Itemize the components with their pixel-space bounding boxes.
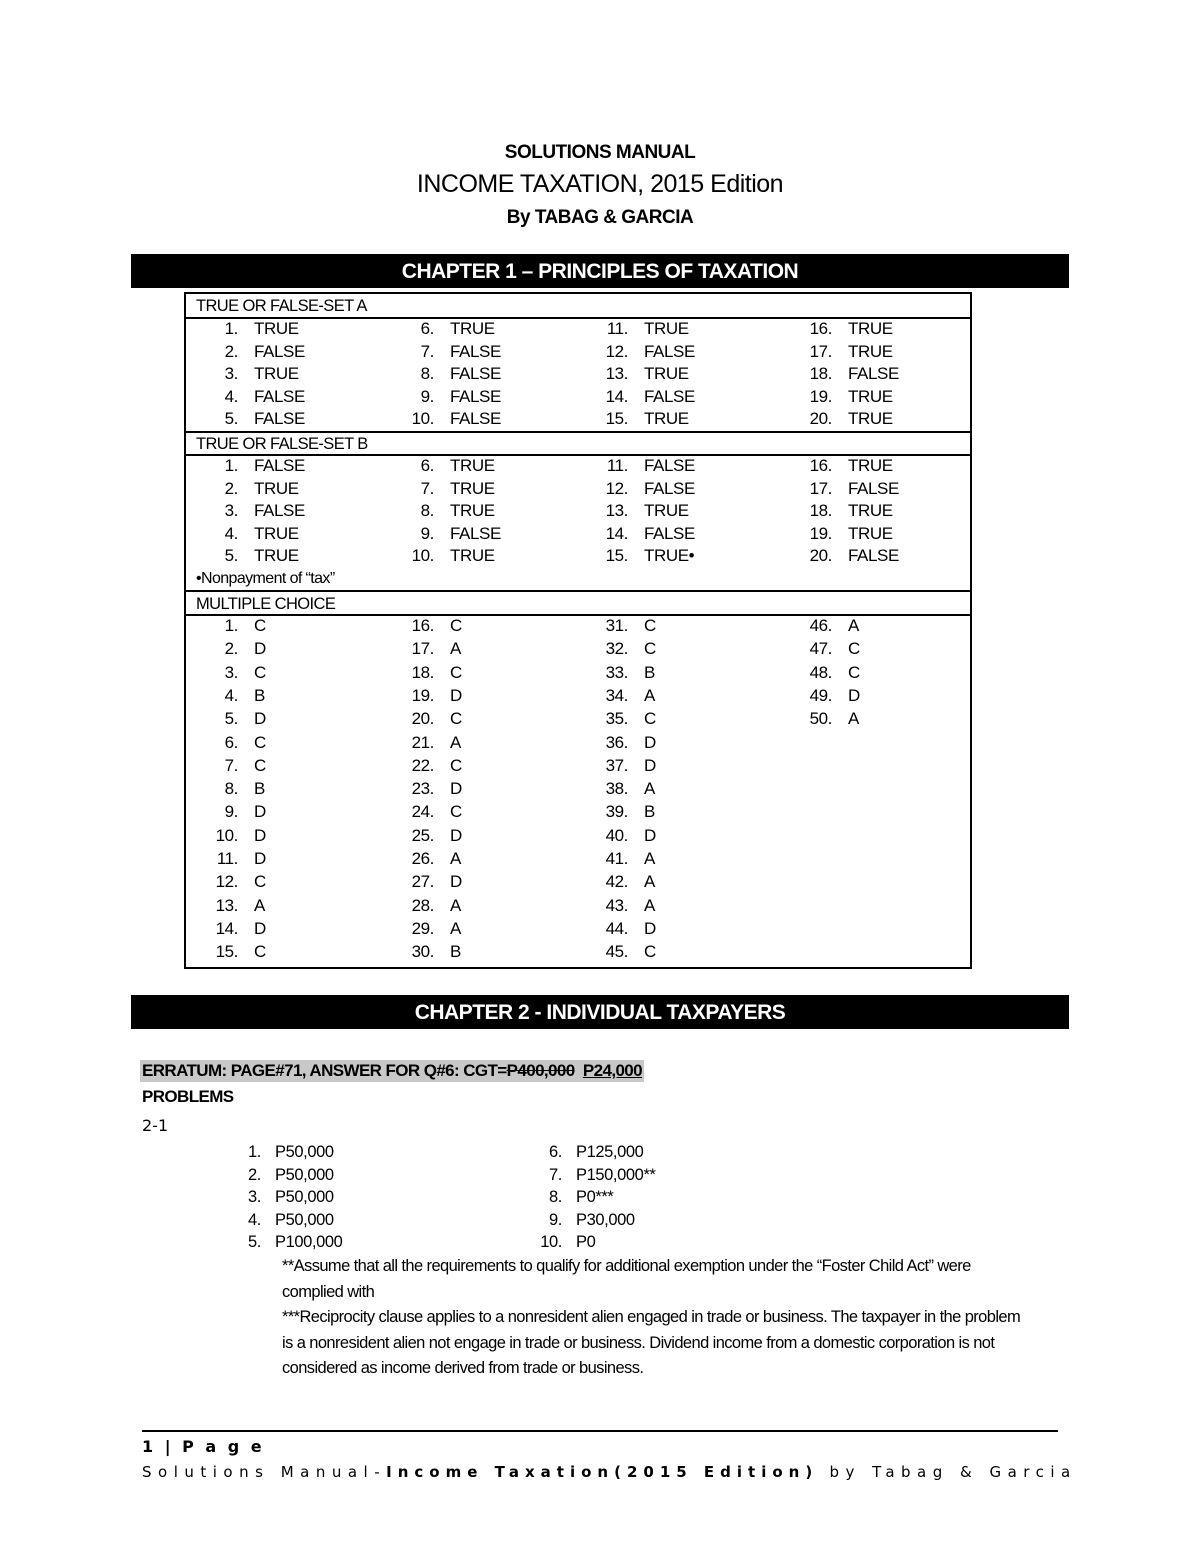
doc-subtitle: INCOME TAXATION, 2015 Edition (416, 170, 784, 198)
item-number: 16. (809, 456, 832, 475)
chapter-1-banner: CHAPTER 1 – PRINCIPLES OF TAXATION (131, 254, 1069, 288)
item-number: 18. (411, 662, 434, 682)
item-number: 15. (605, 546, 628, 565)
item-number: 6. (549, 1143, 562, 1161)
item-answer: D (644, 732, 656, 752)
item-answer: FALSE (450, 364, 501, 383)
item-answer: TRUE (254, 478, 299, 498)
erratum-corrected-value: P24,000 (582, 1061, 643, 1080)
chapter-1-answer-table (184, 292, 972, 969)
item-answer: TRUE (848, 341, 893, 361)
item-number: 36. (605, 732, 628, 752)
item-number: 30. (411, 942, 434, 962)
item-number: 7. (420, 341, 434, 361)
item-answer: TRUE (254, 364, 299, 383)
item-answer: FALSE (848, 546, 899, 565)
footer-rule (142, 1430, 1058, 1432)
item-number: 5. (224, 709, 238, 729)
item-answer: FALSE (254, 386, 305, 406)
divider (186, 590, 970, 592)
item-answer: D (644, 918, 656, 938)
item-number: 1. (224, 616, 238, 635)
item-answer: FALSE (644, 456, 695, 475)
item-number: 2. (224, 478, 238, 498)
item-answer: C (644, 709, 656, 729)
item-number: 22. (411, 755, 434, 775)
item-answer: A (644, 872, 655, 892)
item-number: 16. (809, 319, 832, 338)
erratum-struck-value: P400,000 (506, 1061, 575, 1080)
item-answer: P50,000 (275, 1165, 334, 1184)
set-a-label: TRUE OR FALSE-SET A (196, 297, 367, 315)
item-number: 12. (605, 478, 628, 498)
item-answer: A (254, 895, 265, 915)
item-number: 20. (809, 546, 832, 565)
item-answer: D (254, 709, 266, 729)
page-number: 1 | P a g e (142, 1437, 265, 1456)
item-answer: C (848, 662, 860, 682)
item-number: 12. (215, 872, 238, 892)
item-number: 8. (420, 364, 434, 383)
item-answer: TRUE (450, 478, 495, 498)
item-number: 5. (224, 546, 238, 565)
item-number: 40. (605, 825, 628, 845)
item-answer: D (450, 872, 462, 892)
item-answer: P150,000** (576, 1165, 656, 1184)
item-number: 46. (809, 616, 832, 635)
chapter-2-banner: CHAPTER 2 - INDIVIDUAL TAXPAYERS (131, 995, 1069, 1029)
doc-title: SOLUTIONS MANUAL (504, 142, 696, 163)
item-answer: FALSE (644, 523, 695, 543)
item-number: 48. (809, 662, 832, 682)
item-number: 20. (411, 709, 434, 729)
item-number: 42. (605, 872, 628, 892)
item-number: 24. (411, 802, 434, 822)
item-answer: B (254, 685, 265, 705)
item-answer: B (644, 802, 655, 822)
item-answer: D (450, 779, 462, 799)
item-number: 11. (606, 319, 628, 338)
item-answer: A (450, 849, 461, 868)
item-answer: C (450, 662, 462, 682)
set-b-label: TRUE OR FALSE-SET B (196, 435, 368, 453)
item-answer: TRUE (254, 319, 299, 338)
item-number: 18. (809, 501, 832, 520)
item-answer: TRUE (450, 546, 495, 565)
item-answer: C (254, 662, 266, 682)
item-answer: TRUE• (644, 546, 695, 565)
item-answer: P100,000 (275, 1233, 343, 1251)
item-answer: P0 (576, 1233, 596, 1251)
item-number: 3. (224, 662, 238, 682)
item-number: 6. (224, 732, 238, 752)
item-number: 2. (224, 341, 238, 361)
item-number: 14. (215, 918, 238, 938)
item-answer: TRUE (254, 546, 299, 565)
item-answer: FALSE (254, 341, 305, 361)
item-answer: TRUE (644, 501, 689, 520)
item-answer: FALSE (254, 501, 305, 520)
item-number: 45. (605, 942, 628, 962)
item-answer: P50,000 (275, 1143, 334, 1161)
item-answer: FALSE (254, 409, 305, 428)
item-answer: A (450, 732, 461, 752)
item-answer: B (254, 779, 265, 799)
item-answer: D (450, 685, 462, 705)
item-answer: C (644, 639, 656, 659)
item-answer: TRUE (848, 319, 893, 338)
item-number: 5. (248, 1233, 261, 1251)
item-number: 2. (224, 639, 238, 659)
item-number: 7. (224, 755, 238, 775)
item-number: 41. (605, 849, 628, 868)
item-answer: FALSE (644, 386, 695, 406)
erratum-note (140, 1060, 644, 1082)
item-number: 7. (420, 478, 434, 498)
item-number: 10. (215, 825, 238, 845)
item-number: 17. (411, 639, 434, 659)
item-answer: FALSE (254, 456, 305, 475)
item-answer: A (644, 779, 655, 799)
item-number: 4. (224, 523, 238, 543)
item-number: 6. (420, 319, 434, 338)
item-number: 1. (224, 319, 238, 338)
item-number: 18. (809, 364, 832, 383)
footnote-foster-child: **Assume that all the requirements to qualify for additional exemption under the “Foster Child Act” were complied with (282, 1257, 971, 1301)
item-answer: C (644, 616, 656, 635)
footer-text (142, 1463, 1077, 1481)
item-answer: C (848, 639, 860, 659)
item-number: 8. (420, 501, 434, 520)
item-answer: P125,000 (576, 1143, 644, 1161)
item-number: 7. (549, 1165, 562, 1184)
item-answer: D (644, 825, 656, 845)
item-answer: A (450, 639, 461, 659)
item-answer: A (644, 685, 655, 705)
item-number: 14. (605, 523, 628, 543)
item-number: 3. (224, 364, 238, 383)
item-number: 13. (605, 501, 628, 520)
item-number: 3. (248, 1188, 261, 1206)
item-number: 10. (411, 409, 434, 428)
item-answer: D (848, 685, 860, 705)
item-number: 33. (605, 662, 628, 682)
item-number: 9. (420, 386, 434, 406)
item-number: 16. (411, 616, 434, 635)
item-answer: D (254, 639, 266, 659)
item-number: 23. (411, 779, 434, 799)
item-answer: TRUE (450, 456, 495, 475)
item-number: 9. (224, 802, 238, 822)
item-answer: D (644, 755, 656, 775)
item-answer: C (254, 942, 266, 962)
item-number: 19. (411, 685, 434, 705)
set-b-footnote: •Nonpayment of “tax” (196, 570, 335, 587)
item-answer: C (450, 802, 462, 822)
item-answer: FALSE (848, 478, 899, 498)
item-answer: C (450, 709, 462, 729)
erratum-prefix: ERRATUM: PAGE#71, ANSWER FOR Q#6: CGT= (142, 1061, 507, 1080)
item-number: 25. (411, 825, 434, 845)
item-number: 17. (809, 478, 832, 498)
item-answer: FALSE (450, 523, 501, 543)
item-number: 13. (605, 364, 628, 383)
item-answer: TRUE (450, 319, 495, 338)
divider (186, 431, 970, 433)
item-answer: TRUE (644, 409, 689, 428)
item-answer: A (848, 616, 859, 635)
item-answer: C (450, 616, 462, 635)
item-number: 1. (224, 456, 238, 475)
item-answer: FALSE (848, 364, 899, 383)
item-number: 10. (411, 546, 434, 565)
item-number: 5. (224, 409, 238, 428)
item-number: 12. (605, 341, 628, 361)
item-number: 9. (420, 523, 434, 543)
item-answer: TRUE (848, 386, 893, 406)
item-answer: A (450, 895, 461, 915)
footer-left: Solutions Manual- (142, 1463, 387, 1481)
item-answer: TRUE (644, 364, 689, 383)
item-number: 4. (224, 685, 238, 705)
item-answer: B (450, 942, 461, 962)
item-answer: TRUE (450, 501, 495, 520)
doc-authors: By TABAG & GARCIA (506, 207, 694, 228)
item-answer: D (450, 825, 462, 845)
item-number: 8. (224, 779, 238, 799)
item-number: 35. (605, 709, 628, 729)
item-number: 17. (809, 341, 832, 361)
item-answer: A (644, 895, 655, 915)
item-number: 21. (411, 732, 434, 752)
item-number: 8. (549, 1188, 562, 1206)
mc-label: MULTIPLE CHOICE (196, 595, 336, 613)
item-number: 11. (216, 849, 238, 868)
item-number: 29. (411, 918, 434, 938)
item-number: 13. (215, 895, 238, 915)
item-number: 37. (605, 755, 628, 775)
footer-right: by Tabag & Garcia (818, 1463, 1077, 1481)
item-number: 19. (809, 386, 832, 406)
item-answer: D (254, 802, 266, 822)
item-answer: TRUE (848, 523, 893, 543)
item-number: 15. (605, 409, 628, 428)
item-answer: TRUE (254, 523, 299, 543)
item-answer: D (254, 825, 266, 845)
item-answer: FALSE (450, 341, 501, 361)
footer-book-title: Income Taxation(2015 Edition) (386, 1463, 819, 1481)
item-answer: FALSE (450, 386, 501, 406)
item-answer: P50,000 (275, 1210, 334, 1229)
item-answer: FALSE (644, 478, 695, 498)
item-number: 38. (605, 779, 628, 799)
item-number: 11. (606, 456, 628, 475)
item-answer: TRUE (644, 319, 689, 338)
item-answer: D (254, 849, 266, 868)
item-answer: A (644, 849, 655, 868)
item-answer: B (644, 662, 655, 682)
item-answer: C (450, 755, 462, 775)
item-answer: C (254, 732, 266, 752)
item-number: 49. (809, 685, 832, 705)
item-answer: FALSE (450, 409, 501, 428)
item-number: 9. (549, 1210, 562, 1229)
item-answer: P30,000 (576, 1210, 635, 1229)
item-number: 10. (540, 1233, 562, 1251)
item-answer: C (254, 755, 266, 775)
item-answer: C (254, 616, 266, 635)
item-answer: A (848, 709, 859, 729)
item-answer: FALSE (644, 341, 695, 361)
item-number: 27. (411, 872, 434, 892)
footnote-reciprocity: ***Reciprocity clause applies to a nonresident alien engaged in trade or business. The taxpayer in the problem is a nonresident alien not engage in trade or business. Dividend income from a domestic corporation is not considered as income derived from trade or business. (282, 1308, 1021, 1377)
item-number: 3. (224, 501, 238, 520)
item-number: 2. (248, 1165, 261, 1184)
problem-id: 2-1 (142, 1116, 169, 1135)
item-number: 26. (411, 849, 434, 868)
item-number: 4. (248, 1210, 261, 1229)
item-answer: A (450, 918, 461, 938)
item-number: 1. (248, 1143, 261, 1161)
item-answer: D (254, 918, 266, 938)
item-answer: C (644, 942, 656, 962)
item-number: 20. (809, 409, 832, 428)
item-answer: TRUE (848, 409, 893, 428)
item-answer: TRUE (848, 456, 893, 475)
item-answer: TRUE (848, 501, 893, 520)
item-number: 44. (605, 918, 628, 938)
item-number: 4. (224, 386, 238, 406)
item-number: 28. (411, 895, 434, 915)
item-number: 19. (809, 523, 832, 543)
item-number: 39. (605, 802, 628, 822)
item-answer: P0*** (576, 1188, 614, 1206)
item-number: 31. (605, 616, 628, 635)
item-answer: P50,000 (275, 1188, 334, 1206)
item-number: 47. (809, 639, 832, 659)
item-number: 6. (420, 456, 434, 475)
item-number: 50. (809, 709, 832, 729)
item-number: 34. (605, 685, 628, 705)
item-number: 43. (605, 895, 628, 915)
item-number: 32. (605, 639, 628, 659)
item-number: 15. (215, 942, 238, 962)
item-number: 14. (605, 386, 628, 406)
problems-heading: PROBLEMS (142, 1087, 234, 1106)
item-answer: C (254, 872, 266, 892)
